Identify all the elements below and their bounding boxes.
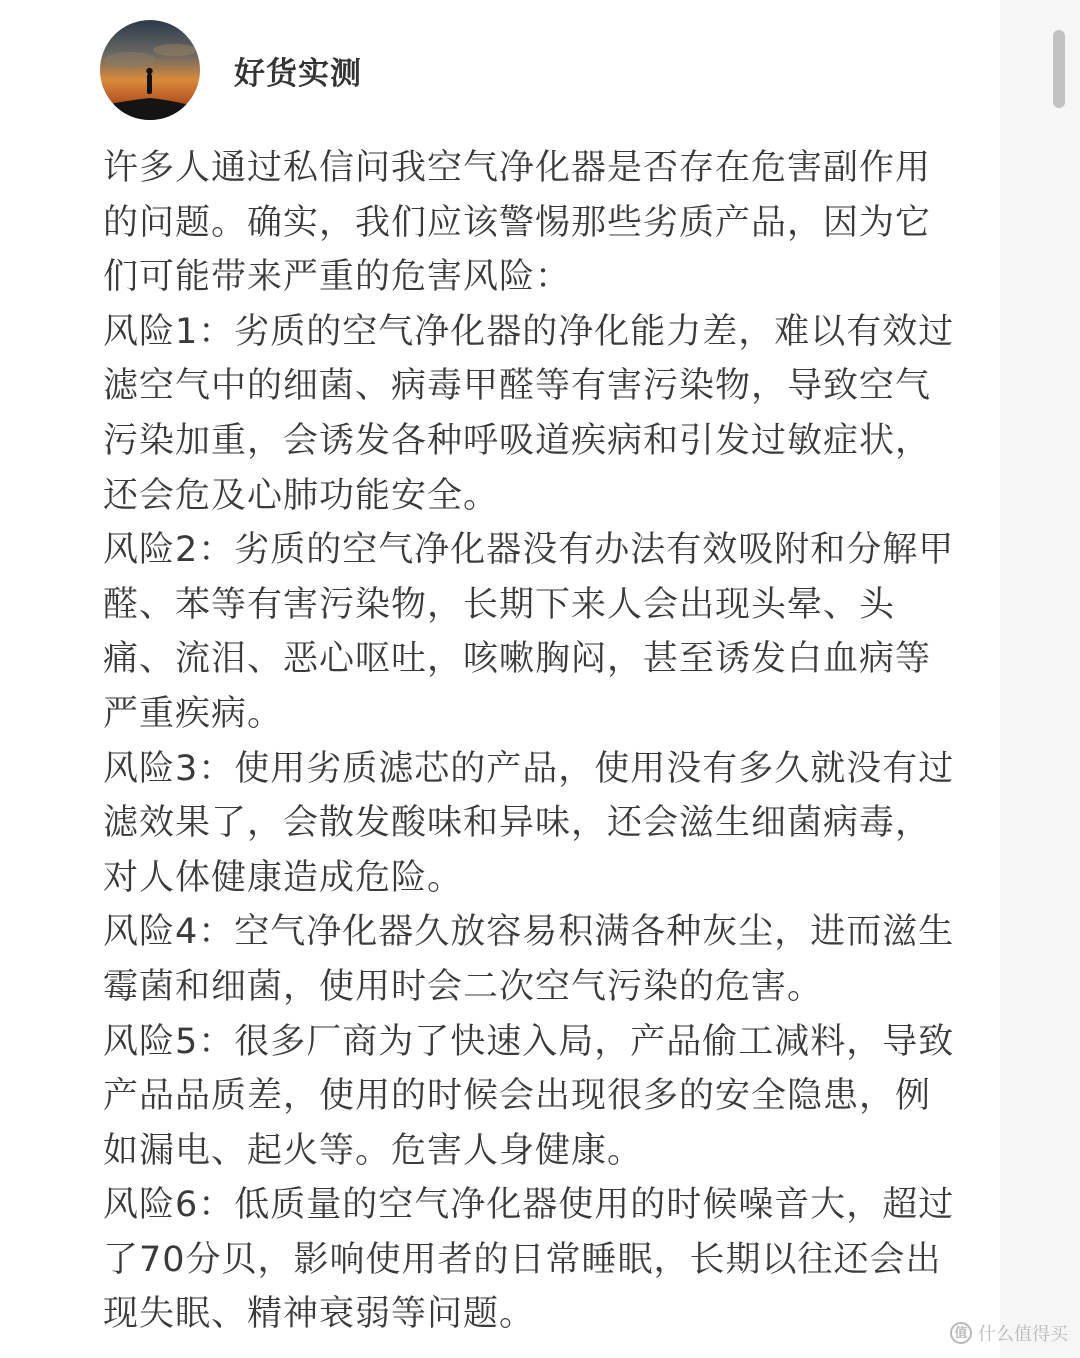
right-gutter	[1000, 0, 1080, 1358]
post-body	[103, 141, 963, 1342]
smzdm-logo-icon: 值	[950, 1322, 972, 1344]
author-avatar[interactable]	[100, 20, 200, 120]
site-watermark	[950, 1320, 1068, 1346]
risk-1-paragraph: 风险1：劣质的空气净化器的净化能力差，难以有效过滤空气中的细菌、病毒甲醛等有害污染物，导致空气污染加重，会诱发各种呼吸道疾病和引发过敏症状，还会危及心肺功能安全。	[103, 311, 955, 516]
watermark-text: 什么值得买	[978, 1324, 1068, 1345]
author-name[interactable]: 好货实测	[234, 55, 362, 92]
intro-paragraph: 许多人通过私信问我空气净化器是否存在危害副作用的问题。确实，我们应该警惕那些劣质产品，因为它们可能带来严重的危害风险：	[103, 148, 932, 298]
risk-4-paragraph: 风险4：空气净化器久放容易积满各种灰尘，进而滋生霉菌和细菌，使用时会二次空气污染的危害。	[103, 912, 955, 1007]
scrollbar-thumb[interactable]	[1053, 30, 1065, 108]
risk-2-paragraph: 风险2：劣质的空气净化器没有办法有效吸附和分解甲醛、苯等有害污染物，长期下来人会出现头晕、头痛、流泪、恶心呕吐，咳嗽胸闷，甚至诱发白血病等严重疾病。	[103, 530, 955, 734]
risk-3-paragraph: 风险3：使用劣质滤芯的产品，使用没有多久就没有过滤效果了，会散发酸味和异味，还会滋生细菌病毒，对人体健康造成危险。	[103, 748, 955, 898]
post-header	[100, 20, 362, 120]
risk-5-paragraph: 风险5：很多厂商为了快速入局，产品偷工减料，导致产品品质差，使用的时候会出现很多的安全隐患，例如漏电、起火等。危害人身健康。	[103, 1021, 955, 1171]
sunset-silhouette-avatar-icon	[100, 20, 200, 120]
risk-6-paragraph: 风险6：低质量的空气净化器使用的时候噪音大，超过了70分贝，影响使用者的日常睡眠，长期以往还会出现失眠、精神衰弱等问题。	[103, 1185, 955, 1335]
scrollbar-track[interactable]	[1050, 20, 1066, 1338]
